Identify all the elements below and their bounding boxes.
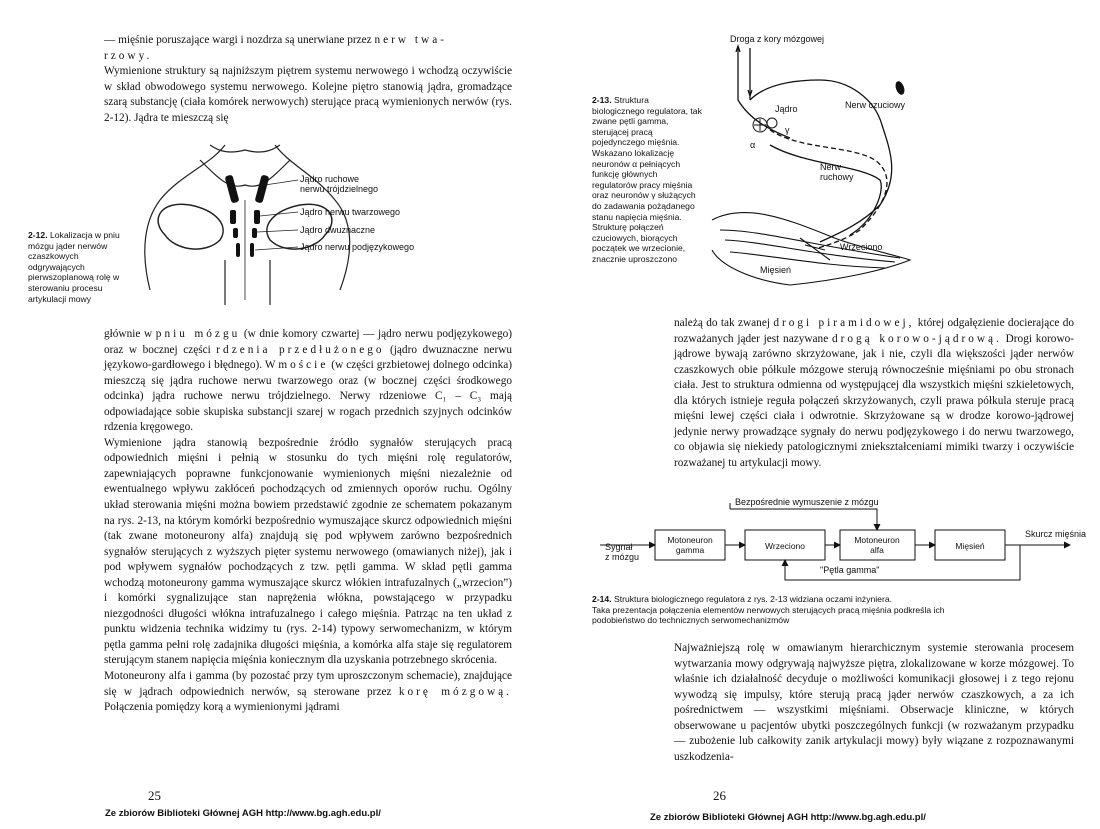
box3-line1: Motoneuron [854,535,900,545]
box1-line2: gamma [675,545,705,555]
label-gamma-loop: "Pętla gamma" [820,565,880,575]
spaced-term: drogi piramidowej, [773,317,915,329]
footer-right: Ze zbiorów Biblioteki Głównej AGH http://www.bg.agh.edu.pl/ [650,812,926,823]
text-run: głównie w [104,328,156,340]
caption-line: Taka prezentacja połączenia elementów nerwowych sterujących pracą mięśnia podkreśla ich [592,604,945,615]
label-output: Skurcz mięśnia [1025,529,1087,539]
label-alpha: α [750,140,756,150]
label-muscle: Mięsień [760,265,792,275]
spaced-term: pniu mózgu [155,328,241,340]
label-ambiguus: Jądro dwuznaczne [300,225,376,235]
left-main-text [104,327,512,716]
paragraph: Najważniejszą rolę w omawianym hierarchicznym systemie sterowania procesem wytwarzania mowy odgrywają najwyższe piętra, zlokalizowane w korze mózgowej. To właśnie ich działalność decyduje o możliwości komunikacji głosowej i z tego rejonu wywodzą się impulsy, które sterują pracą jąder nerwów czaszkowych, a za ich pośrednictwem — wszystkimi mięśniami. Obserwacje kliniczne, w których obserwowane u pacjentów ubytki poszczególnych funkcji (w rozważanym przypadku — zubożenie lub całkowity zanik artykulacji mowy) były wiązane z rozpoznawanymi uszkodzenia- [674,642,1074,763]
box2-label: Wrzeciono [765,541,805,551]
right-text-top [674,316,1074,471]
text-run: (w części grzbietowej dolnego odcinka) mieszczą się jądra ruchowe nerwu twarzowego oraz (w bocznej części środkowego odcinka) jądra ruchowe nerwu trójdzielnego. Nerwy rdzeniowe C₁ – C₃ mają odpowiadające sobie skupiska substancji szarej w rogach przednich szyjnych odcinków rdzenia kręgowego. [104,359,512,434]
spaced-term: moście [278,359,329,372]
label-direct-drive: Bezpośrednie wymuszenie z mózgu [735,497,879,507]
paragraph: Wymienione struktury są najniższym piętrem systemu nerwowego i wchodzą oczywiście w skład obwodowego systemu nerwowego. Kolejne piętro stanowią jądra, gromadzące szarą substancję (ciała komórek nerwowych) sterujące pracą wymienionych nerwów (rys. 2-12). Jądra te mieszczą się [104,65,512,124]
caption-text: Struktura biologicznego regulatora, tak zwane pętli gamma, sterującej pracą pojedynczego mięśnia. Wskazano lokalizację neuronów α pełniących funkcję głównych regulatorów pracy mięśnia oraz neuronów γ służących do zadawania pożądanego stanu napięcia mięśnia. Strukturę połączeń czuciowych, biorących początek we wrzecionie, znacznie uproszczono [592,95,702,264]
text-run: Połączenia pomiędzy korą a wymienionymi jądrami [104,701,340,714]
figure-2-12-brainstem [130,140,460,305]
box1-line1: Motoneuron [667,535,713,545]
label-trigeminal-1: Jądro ruchowe [300,174,360,184]
figure-2-13-gamma-loop [710,30,1080,290]
text-run: należą do tak zwanej [674,317,774,329]
spaced-term: rdzenia przedłużonego [216,343,385,356]
paragraph: Wymienione jądra stanowią bezpośrednie źródło sygnałów sterujących pracą odpowiednich mięśni i pełnią w stosunku do tych mięśni rolę regulatorów, zapewniających poprawne funkcjonowanie wymienionych mięśni niezależnie od ewentualnego wpływu zakłóceń pochodzących od zmiennych oporów ruchu. Ogólny układ sterowania mięśni można bowiem przedstawić zgodnie ze schematem pokazanym na rys. 2-13, na którym komórki bezpośrednio wymuszające skurcz odpowiednich mięśni (tak zwane motoneurony alfa) znajdują się pod wpływem zarówno bezpośrednich sygnałów sterujących z wyższych pięter systemu nerwowego (omawianych niżej), jak i pod wpływem sygnałów pochodzących z tzw. pętli gamma. W skład pętli gamma wchodzą motoneurony gamma wymuszające skurcz włókien intrafuzalnych („wrzecion”) i komórki sygnalizujące stan naprężenia włókna, powstającego w przypadku niezgodności długości włókna intrafuzalnego i całego mięśnia. Patrząc na ten układ z punktu widzenia technika widzimy tu (rys. 2-14) typowy serwomechanizm, w którym pętla gamma pełni rolę zadajnika długości mięśnia, a komórka alfa staje się regulatorem sterującym stanem napięcia mięśnia koniecznym dla uzyskania potrzebnego skrócenia. [104,436,512,667]
left-top-paragraph [104,33,512,126]
text-run: (w dnie komory czwartej — jądro nerwu podjęzykowego) oraz w bocznej części [104,328,513,356]
label-motor-nerve-1: Nerw [820,162,842,172]
box4-label: Mięsień [955,541,985,551]
text-run: — mięśnie poruszające wargi i nozdrza są unerwiane przez [104,34,375,46]
text-run: Motoneurony alfa i gamma (by pozostać przy tym uproszczonym schemacie), znajdujące się w jądrach odpowiednich nerwów, są sterowane przez [104,670,512,698]
right-page [550,0,1100,829]
label-input-2: z mózgu [605,552,640,562]
label-facial: Jądro nerwu twarzowego [300,207,401,217]
label-hypoglossal: Jądro nerwu podjęzykowego [300,242,415,252]
caption-line: podobieństwo do technicznych serwomechanizmów [592,615,790,626]
label-cortex-path: Droga z kory mózgowej [730,34,825,44]
spaced-term: korę mózgową. [398,685,513,698]
box3-line2: alfa [870,545,884,555]
caption-text: Lokalizacja w pniu mózgu jąder nerwów czaszkowych odgrywających pierwszoplanową rolę w sterowaniu procesu artykulacji mowy [28,230,120,304]
figure-2-13-caption [592,95,702,265]
figure-2-12-caption [28,230,128,304]
caption-number: 2-13. [592,95,612,105]
text-run: której odgałęzienie docierające do rozważanych jąder jest nazywane [674,317,1074,345]
page-number-left: 25 [148,788,161,803]
label-trigeminal-2: nerwu trójdzielnego [300,184,379,194]
label-nucleus: Jądro [775,104,798,114]
label-sensory-nerve: Nerw czuciowy [845,100,906,110]
footer-left: Ze zbiorów Biblioteki Głównej AGH http://www.bg.agh.edu.pl/ [105,808,381,819]
figure-2-14-block-diagram [600,495,1090,585]
caption-number: 2-14. [592,594,612,604]
text-run: (jądro dwuznaczne nerwu językowo-gardłowego i błędnego). W [104,343,513,372]
label-input-1: Sygnał [605,542,633,552]
text-run: Drogi korowo-jądrowe bywają zarówno skrzyżowane, jak i nie, czyli dla większości jąder nerwów czaszkowych obie półkule mózgowe sterują równocześnie mięśniami po obu stronach ciała. Jest to struktura odmienna od występującej dla wszystkich mięśni szkieletowych, dla których istnieje reguła połączeń skrzyżowanych, czyli prawa półkula steruje pracą mięśni lewej części ciała i odwrotnie. Skrzyżowane są w drodze korowo-jądrowej jedynie nerwy prowadzące sygnały do nerwu podjęzykowego i do nerwu twarzowego, co objawia się niekiedy patologicznymi zniekształceniami mimiki twarzy i oczywiście rozważanej tu artykulacji mowy. [674,332,1075,469]
label-gamma: γ [785,125,790,135]
label-spindle: Wrzeciono [840,242,883,252]
figure-2-14-caption [592,594,1062,626]
right-text-bottom [674,641,1074,765]
caption-line: Struktura biologicznego regulatora z rys. 2-13 widziana oczami inżyniera. [613,594,892,604]
spaced-term: drogą korowo-jądrową. [831,332,1002,345]
page-number-right: 26 [713,788,726,803]
spaced-term: nerw twa- [374,34,447,46]
caption-number: 2-12. [28,230,48,240]
label-motor-nerve-2: ruchowy [820,172,854,182]
spaced-term: rzowy. [104,49,153,62]
